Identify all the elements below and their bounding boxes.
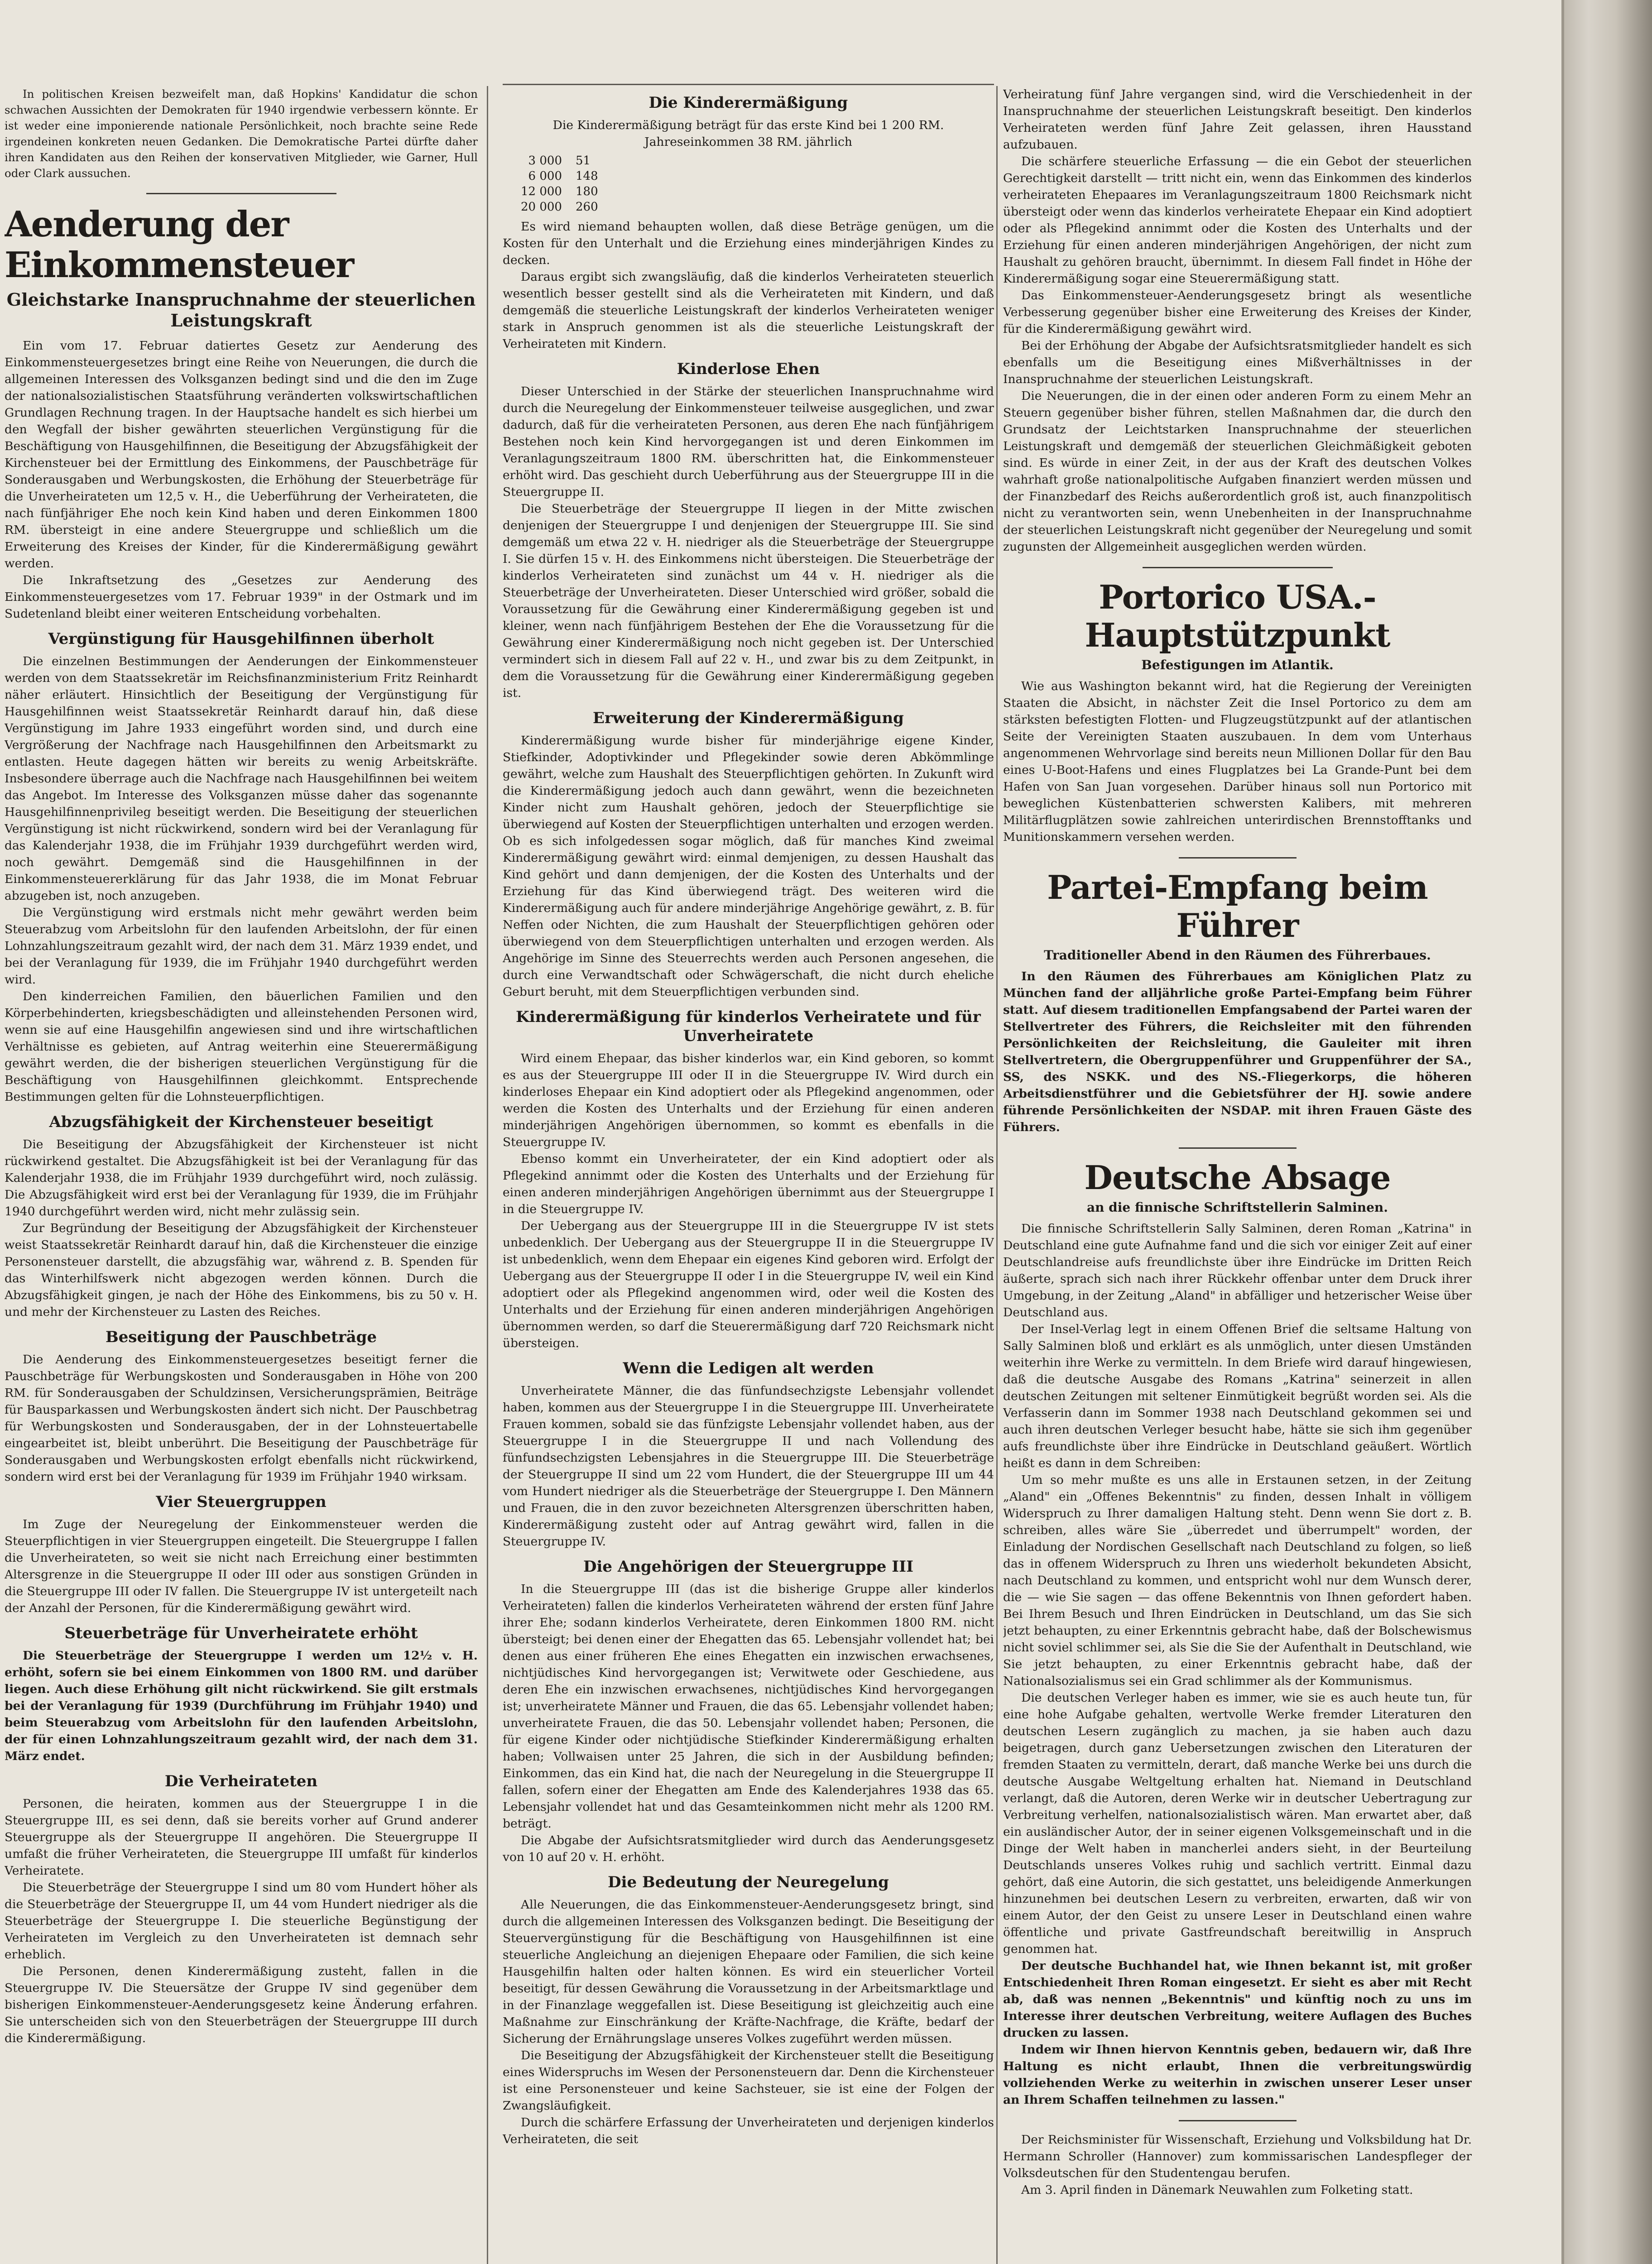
article-paragraph: In die Steuergruppe III (das ist die bisherige Gruppe aller kinderlos Verheirateten) fallen die kinderlos Verheirateten während der ersten fünf Jahre ihrer Ehe; sodann kinderlos Verheiratete, deren Einkommen 1800 RM. nicht übersteigt; bei denen einer der Ehegatten das 65. Lebensjahr vollendet hat; bei denen aus einer früheren Ehe eines Ehegatten ein inzwischen erwachsenes, nichtjüdisches Kind hervorgegangen ist; Verwitwete oder Geschiedene, aus deren Ehe ein inzwischen erwachsenes, nichtjüdisches Kind hervorgegangen ist; unverheiratete Männer und Frauen, die das 65. Lebensjahr vollendet haben; unverheiratete Frauen, die das 50. Lebensjahr vollendet haben; Personen, die für eigene Kinder oder nichtjüdische Stiefkinder Kinderermäßigung erhalten haben; Vollwaisen unter 25 Jahren, die sich in der Ausbildung befinden; Einkommen, das ein Kind hat, die nach der Neuregelung in die Steuergruppe II fallen, sofern einer der Ehegatten am Ende des Kalenderjahres 1938 das 65. Lebensjahr vollendet hat und das Gesamteinkommen nicht mehr als 1200 RM. beträgt.: [503, 1582, 994, 1831]
table-cell-amount: 51: [575, 154, 591, 168]
subheadline-portorico: Befestigungen im Atlantik.: [1141, 657, 1334, 672]
table-row: [521, 168, 607, 184]
table-row: [521, 199, 607, 215]
article-paragraph: Die Neuerungen, die in der einen oder anderen Form zu einem Mehr an Steuern gegenüber bisher führen, stellen Maßnahmen dar, die durch den Grundsatz der Leichtstarken Inanspruchnahme der steuerlichen Leistungskraft und demgemäß der steuerlichen Gleichmäßigkeit geboten sind. Es würde in einer Zeit, in der aus der Kraft des deutschen Volkes wahrhaft große nationalpolitische Aufgaben finanziert werden müssen und der Finanzbedarf des Reichs außerordentlich groß ist, auch finanzpolitisch nicht zu verantworten sein, wenn Unebenheiten in der Inanspruchnahme der steuerlichen Leistungskraft nicht gegenüber der Neuregelung und somit zugunsten der Allgemeinheit ausgeglichen werden würden.: [1003, 389, 1472, 554]
separator: [1143, 567, 1333, 568]
article-paragraph: Das Einkommensteuer-Aenderungsgesetz bringt als wesentliche Verbesserung gegenüber bisher eine Erweiterung des Kreises der Kinder, für die Kinderermäßigung gewährt wird.: [1003, 288, 1472, 336]
article-paragraph: Wird einem Ehepaar, das bisher kinderlos war, ein Kind geboren, so kommt es aus der Steuergruppe III oder II in die Steuergruppe IV. Wird durch ein kinderloses Ehepaar ein Kind adoptiert oder als Pflegekind angenommen, oder werden die Kosten des Unterhalts und der Erziehung für einen anderen minderjährigen Angehörigen übernommen, so kommt es ebenfalls in die Steuergruppe IV.: [503, 1051, 994, 1149]
column-divider-right: [996, 86, 998, 2264]
article-paragraph: Der Uebergang aus der Steuergruppe III in die Steuergruppe IV ist stets unbedenklich. Der Uebergang aus der Steuergruppe II in die Steuergruppe IV ist unbedenklich, wenn dem Ehepaar ein eigenes Kind geboren wird. Erfolgt der Uebergang aus der Steuergruppe II oder I in die Steuergruppe IV, weil ein Kind adoptiert oder als Pflegekind angenommen wird, oder weil die Kosten des Unterhalts und der Erziehung für einen anderen minderjährigen Angehörigen übernommen werden, so darf die Steuerermäßigung darf 720 Reichsmark nicht übersteigen.: [503, 1219, 994, 1350]
article-paragraph: Daraus ergibt sich zwangsläufig, daß die kinderlos Verheirateten steuerlich wesentlich besser gestellt sind als die Verheirateten mit Kindern, und daß demgemäß die steuerliche Leistungskraft der kinderlos Verheirateten weniger stark in Anspruch genommen ist als die steuerliche Leistungskraft der Verheirateten mit Kindern.: [503, 270, 994, 351]
section-heading: Kinderlose Ehen: [677, 360, 820, 378]
article-paragraph: In den Räumen des Führerbaues am Königlichen Platz zu München fand der alljährliche große Partei-Empfang beim Führer statt. Auf diesem traditionellen Empfangsabend der Partei waren der Stellvertreter des Führers, die Reichsleiter mit den führenden Persönlichkeiten der Reichsleitung, die Gauleiter mit ihren Stellvertretern, die Obergruppenführer und Gruppenführer der SA., SS, des NSKK. und des NS.-Fliegerkorps, die höheren Arbeitsdienstführer und die Gebietsführer der HJ. sowie andere führende Persönlichkeiten der NSDAP. mit ihren Frauen Gäste des Führers.: [1003, 969, 1472, 1134]
column-middle: [503, 86, 994, 2264]
table-row: [521, 184, 607, 199]
table-cell-income: 20 000: [521, 200, 562, 214]
article-paragraph: Die Personen, denen Kinderermäßigung zusteht, fallen in die Steuergruppe IV. Die Steuersätze der Gruppe IV sind gegenüber dem bisherigen Einkommensteuer-Aenderungsgesetz keine Änderung erfahren. Sie unterscheiden sich von den Steuerbeträgen der Steuergruppe III durch die Kinderermäßigung.: [5, 1964, 478, 2045]
section-heading: Erweiterung der Kinderermäßigung: [593, 709, 904, 727]
column-divider-left: [487, 86, 488, 2264]
article-paragraph: Ein vom 17. Februar datiertes Gesetz zur Aenderung des Einkommensteuergesetzes bringt eine Reihe von Neuerungen, die durch die allgemeinen Interessen des Volksganzen bedingt sind und die den im Zuge der nationalsozialistischen Staatsführung veränderten volkswirtschaftlichen Grundlagen Rechnung tragen. In der Hauptsache handelt es sich hierbei um den Wegfall der bisher gewährten steuerlichen Vergünstigung für die Beschäftigung von Hausgehilfinnen, die Beseitigung der Abzugsfähigkeit der Kirchensteuer bei der Ermittlung des Einkommens, der Pauschbeträge für Sonderausgaben und Werbungskosten, die Erhöhung der Steuerbeträge für die Unverheirateten um 12,5 v. H., die Ueberführung der Verheirateten, die nach fünfjähriger Ehe noch kein Kind haben und deren Einkommen 1800 RM. übersteigt in eine andere Steuergruppe und schließlich um die Erweiterung des Kreises der Kinder, für die Kinderermäßigung gewährt werden.: [5, 339, 478, 571]
article-paragraph: Dieser Unterschied in der Stärke der steuerlichen Inanspruchnahme wird durch die Neuregelung der Einkommensteuer teilweise ausgeglichen, und zwar dadurch, daß für die verheirateten Personen, aus deren Ehe nach fünfjährigem Bestehen noch kein Kind hervorgegangen ist und deren Einkommen im Veranlagungszeitraum 1800 RM. überschritten hat, die Einkommensteuer erhöht wird. Das geschieht durch Ueberführung aus der Steuergruppe III in die Steuergruppe II.: [503, 384, 994, 499]
headline-deutsche-absage: Deutsche Absage: [1084, 1158, 1391, 1197]
section-heading: Beseitigung der Pauschbeträge: [105, 1328, 377, 1346]
subheadline-leistungskraft: Gleichstarke Inanspruchnahme der steuerlichen Leistungskraft: [6, 289, 476, 331]
section-heading: Kinderermäßigung für kinderlos Verheiratete und für Unverheiratete: [516, 1008, 981, 1045]
article-paragraph: Die Beseitigung der Abzugsfähigkeit der Kirchensteuer ist nicht rückwirkend gestaltet. Die Abzugsfähigkeit ist bei der Veranlagung für das Kalenderjahr 1938, die im Frühjahr 1939 durchgeführt wird, noch zulässig. Die Abzugsfähigkeit wird erst bei der Veranlagung für 1939, die im Frühjahr 1940 durchgeführt werden wird, nicht mehr zulässig sein.: [5, 1137, 478, 1218]
section-heading: Steuerbeträge für Unverheiratete erhöht: [64, 1624, 418, 1642]
article-paragraph: Der Insel-Verlag legt in einem Offenen Brief die seltsame Haltung von Sally Salminen bloß und erklärt es als unmöglich, unter diesen Umständen weiterhin ihre Werke zu vermitteln. In dem Briefe wird darauf hingewiesen, daß die deutsche Ausgabe des Romans „Katrina" seinerzeit in allen deutschen Zeitungen mit seltener Einmütigkeit begrüßt worden sei. Als die Verfasserin dann im Sommer 1938 nach Deutschland gekommen sei und auch ihren deutschen Verleger besucht habe, hätte sie sich ihm gegenüber aufs freundlichste über ihre Eindrücke in Deutschland geäußert. Wörtlich heißt es dann in dem Schreiben:: [1003, 1322, 1472, 1470]
article-paragraph: Die finnische Schriftstellerin Sally Salminen, deren Roman „Katrina" in Deutschland eine gute Aufnahme fand und die sich vor einiger Zeit auf einer Deutschlandreise aufs freundlichste über ihre Eindrücke im Dritten Reich äußerte, sprach sich nach ihrer Rückkehr offenbar unter dem Druck ihrer Umgebung, in der Zeitung „Aland" in abfälliger und hetzerischer Weise über Deutschland aus.: [1003, 1222, 1472, 1319]
headline-einkommensteuer: Aenderung der Einkommensteuer: [5, 204, 354, 286]
article-paragraph: Die Steuerbeträge der Steuergruppe I sind um 80 vom Hundert höher als die Steuerbeträge der Steuergruppe II, um 44 vom Hundert niedriger als die Steuerbeträge der Steuergruppe I. Die steuerliche Begünstigung der Verheirateten im Vergleich zu den Unverheirateten ist demnach sehr erheblich.: [5, 1880, 478, 1962]
section-heading: Die Kinderermäßigung: [648, 94, 848, 112]
section-heading: Abzugsfähigkeit der Kirchensteuer beseitigt: [49, 1113, 433, 1131]
article-paragraph: Verheiratung fünf Jahre vergangen sind, wird die Verschiedenheit in der Inanspruchnahme der steuerlichen Leistungskraft beseitigt. Den kinderlos Verheirateten werden fünf Jahre Zeit gelassen, ihren Hausstand aufzubauen.: [1003, 87, 1472, 152]
article-paragraph: Personen, die heiraten, kommen aus der Steuergruppe I in die Steuergruppe III, es sei denn, daß sie bereits vorher auf Grund anderer Steuergruppe als der Steuergruppe II angehören. Die Steuergruppe II umfaßt die früher Verheirateten, die Steuergruppe III umfaßt für kinderlos Verheiratete.: [5, 1797, 478, 1878]
table-cell-amount: 148: [575, 169, 598, 183]
article-paragraph: Kinderermäßigung wurde bisher für minderjährige eigene Kinder, Stiefkinder, Adoptivkinder und Pflegekinder sowie deren Abkömmlinge gewährt, welche zum Haushalt des Steuerpflichtigen gehörten. In Zukunft wird die Kinderermäßigung jedoch auch dann gewährt, wenn die bezeichneten Kinder nicht zum Haushalt gehören, jedoch der Steuerpflichtige sie überwiegend auf Kosten der Steuerpflichtigen unterhalten und erzogen werden. Ob es sich infolgedessen sogar möglich, daß für manches Kind zweimal Kinderermäßigung gewährt wird: einmal demjenigen, zu dessen Haushalt das Kind gehört und dann demjenigen, der die Kosten des Unterhalts und der Erziehung für das Kind überwiegend trägt. Des weiteren wird die Kinderermäßigung auch für andere minderjährige Angehörige gewährt, z. B. für Neffen oder Nichten, die zum Haushalt der Steuerpflichtigen gehören oder überwiegend von dem Steuerpflichtigen unterhalten und erzogen werden. Als Angehörige im Sinne des Steuerrechts werden auch Personen angesehen, die durch eine Verwandtschaft oder Schwägerschaft, die nicht durch eheliche Geburt beruht, mit dem Steuerpflichtigen verbunden sind.: [503, 734, 994, 999]
separator: [1179, 1147, 1297, 1149]
separator: [146, 193, 336, 194]
kinderermaessigung-table: [521, 153, 607, 215]
article-paragraph: Bei der Erhöhung der Abgabe der Aufsichtsratsmitglieder handelt es sich ebenfalls um die Beseitigung eines Mißverhältnisses in der Inanspruchnahme der steuerlichen Leistungskraft.: [1003, 339, 1472, 386]
section-heading: Vier Steuergruppen: [156, 1493, 327, 1511]
article-paragraph: Den kinderreichen Familien, den bäuerlichen Familien und den Körperbehinderten, kriegsbeschädigten und alleinstehenden Personen wird, wenn sie auf eine Hausgehilfin angewiesen sind und ihre wirtschaftlichen Verhältnisse es gebieten, auf Antrag weiterhin eine Steuerermäßigung gewährt werden, die der bisherigen steuerlichen Vergünstigung für die Beschäftigung von Hausgehilfinnen gleichkommt. Entsprechende Bestimmungen gelten für die Lohnsteuerpflichtigen.: [5, 989, 478, 1104]
article-paragraph: Alle Neuerungen, die das Einkommensteuer-Aenderungsgesetz bringt, sind durch die allgemeinen Interessen des Volksganzen bedingt. Die Beseitigung der Steuervergünstigung für die Beschäftigung von Hausgehilfinnen ist eine steuerliche Angleichung an diejenigen Ehepaare oder Familien, die sich keine Hausgehilfin halten oder halten können. Es wird ein steuerlicher Vorteil beseitigt, für dessen Gewährung die Voraussetzung in der Arbeitsmarktlage und in der Finanzlage weggefallen ist. Diese Beseitigung ist gleichzeitig auch eine Maßnahme zur Einschränkung der Kräfte-Nachfrage, die Kräfte, bedarf der Sicherung der Ernährungslage unseres Volkes zugeführt werden müssen.: [503, 1898, 994, 2046]
separator: [1179, 857, 1297, 859]
article-paragraph: Unverheiratete Männer, die das fünfundsechzigste Lebensjahr vollendet haben, kommen aus der Steuergruppe I in die Steuergruppe III. Unverheiratete Frauen kommen, sobald sie das fünfzigste Lebensjahr vollendet haben, aus der Steuergruppe I in die Steuergruppe II und nach Vollendung des fünfundsechzigsten Lebensjahres in die Steuergruppe III. Die Steuerbeträge der Steuergruppe II sind um 22 vom Hundert, die der Steuergruppe III um 44 vom Hundert niedriger als die Steuerbeträge der Steuergruppe I. Den Männern und Frauen, die in den zuvor bezeichneten Altersgrenzen überschritten haben, Kinderermäßigung zusteht oder auf Antrag gewährt wird, fallen in die Steuergruppe IV.: [503, 1384, 994, 1549]
article-paragraph: Die Aenderung des Einkommensteuergesetzes beseitigt ferner die Pauschbeträge für Werbungskosten und Sonderausgaben in Höhe von 200 RM. für Sonderausgaben der Schuldzinsen, Versicherungsprämien, Beiträge für Bausparkassen und Werbungskosten ändert sich nicht. Der Pauschbetrag für Werbungskosten und Sonderausgaben, der in der Lohnsteuertabelle eingearbeitet ist, bleibt unberührt. Die Beseitigung der Pauschbeträge für Sonderausgaben und Werbungskosten erfolgt ebenfalls nicht rückwirkend, sondern wird erst bei der Veranlagung für 1939 im Frühjahr 1940 wirksam.: [5, 1353, 478, 1484]
table-cell-income: 12 000: [521, 185, 562, 198]
article-paragraph: Die schärfere steuerliche Erfassung — die ein Gebot der steuerlichen Gerechtigkeit darstellt — tritt nicht ein, wenn das Einkommen des kinderlos verheirateten Ehepaares im Veranlagungszeitraum 1800 Reichsmark nicht übersteigt oder wenn das kinderlos verheiratete Ehepaar ein Kind adoptiert oder als Pflegekind annimmt oder die Kosten des Unterhalts und der Erziehung für einen anderen minderjährigen Angehörigen, der nicht zum Haushalt zu gehören braucht, übernimmt. In diesem Fall findet in Höhe der Kinderermäßigung sogar eine Steuerermäßigung statt.: [1003, 154, 1472, 286]
headline-portorico: Portorico USA.-Hauptstützpunkt: [1085, 578, 1390, 654]
page-edge-shadow: [1561, 0, 1564, 2264]
article-paragraph: Im Zuge der Neuregelung der Einkommensteuer werden die Steuerpflichtigen in vier Steuergruppen eingeteilt. Die Steuergruppe I fallen die Unverheirateten, so weit sie nicht nach Erreichung einer bestimmten Altersgrenze in die Steuergruppe II oder III oder aus sonstigen Gründen in die Steuergruppe III oder IV fallen. Die Steuergruppe IV ist untergeteilt nach der Anzahl der Personen, für die Kinderermäßigung gewährt wird.: [5, 1517, 478, 1615]
separator: [1179, 2120, 1297, 2121]
column-left: [5, 86, 478, 2264]
subheadline-partei-empfang: Traditioneller Abend in den Räumen des Führerbaues.: [1044, 948, 1431, 963]
article-paragraph: Ebenso kommt ein Unverheirateter, der ein Kind adoptiert oder als Pflegekind annimmt oder die Kosten des Unterhalts und der Erziehung für einen anderen minderjährigen Angehörigen übernimmt aus der Steuergruppe I in die Steuergruppe IV.: [503, 1152, 994, 1216]
article-paragraph: Durch die schärfere Erfassung der Unverheirateten und derjenigen kinderlos Verheirateten, die seit: [503, 2115, 994, 2146]
article-paragraph: Die Beseitigung der Abzugsfähigkeit der Kirchensteuer stellt die Beseitigung eines Widerspruchs im Wesen der Personensteuern dar. Denn die Kirchensteuer ist eine Personensteuer und keine Sachsteuer, sie ist eine der Folgen der Zwangsläufigkeit.: [503, 2048, 994, 2113]
notice-paragraph: Am 3. April finden in Dänemark Neuwahlen zum Folketing statt.: [1021, 2183, 1413, 2197]
article-paragraph: Die Steuerbeträge der Steuergruppe I werden um 12½ v. H. erhöht, sofern sie bei einem Einkommen von 1800 RM. und darüber liegen. Auch diese Erhöhung gilt nicht rückwirkend. Sie gilt erstmals bei der Veranlagung für 1939 (Durchführung im Frühjahr 1940) und beim Steuerabzug vom Arbeitslohn für den laufenden Arbeitslohn, der für einen Lohnzahlungszeitraum gezahlt wird, der nach dem 31. März endet.: [5, 1649, 478, 1763]
article-paragraph: Die Abgabe der Aufsichtsratsmitglieder wird durch das Aenderungsgesetz von 10 auf 20 v. H. erhöht.: [503, 1833, 994, 1864]
column-top-rule: [503, 84, 994, 85]
table-cell-amount: 260: [575, 200, 598, 214]
section-heading: Vergünstigung für Hausgehilfinnen überholt: [48, 630, 434, 648]
headline-partei-empfang: Partei-Empfang beim Führer: [1047, 868, 1428, 945]
article-paragraph: Es wird niemand behaupten wollen, daß diese Beträge genügen, um die Kosten für den Unterhalt und die Erziehung eines minderjährigen Kindes zu decken.: [503, 220, 994, 267]
section-heading: Die Angehörigen der Steuergruppe III: [583, 1558, 913, 1576]
hopkins-snippet: In politischen Kreisen bezweifelt man, daß Hopkins' Kandidatur die schon schwachen Aussichten der Demokraten für 1940 irgendwie verbessern könnte. Er ist weder eine imponierende nationale Persönlichkeit, noch brachte seine Rede irgendeinen konkreten neuen Gedanken. Die Demokratische Partei dürfte daher ihren Kandidaten aus den Reihen der konservativen Mitglieder, wie Garner, Hull oder Clark aussuchen.: [5, 87, 478, 180]
table-cell-amount: 180: [575, 185, 598, 198]
table-cell-income: 3 000: [528, 154, 562, 168]
column-right: [1003, 86, 1472, 2264]
section-heading: Wenn die Ledigen alt werden: [623, 1359, 874, 1377]
table-row: [521, 153, 607, 168]
subheadline-deutsche-absage: an die finnische Schriftstellerin Salminen.: [1086, 1200, 1388, 1215]
book-binding-edge: [1561, 0, 1652, 2264]
table-caption: Die Kinderermäßigung beträgt für das erste Kind bei 1 200 RM. Jahreseinkommen 38 RM. jährlich: [552, 118, 944, 149]
table-cell-income: 6 000: [528, 169, 562, 183]
notice-paragraph: Der Reichsminister für Wissenschaft, Erziehung und Volksbildung hat Dr. Hermann Schroller (Hannover) zum kommissarischen Landespfleger der Volksdeutschen für den Studentengau berufen.: [1003, 2133, 1472, 2180]
article-paragraph: Um so mehr mußte es uns alle in Erstaunen setzen, in der Zeitung „Aland" ein „Offenes Bekenntnis" zu finden, dessen Inhalt in völligem Widerspruch zu Ihrer damaligen Haltung steht. Denn wenn Sie dort z. B. schreiben, alles wäre Sie „überredet und überrumpelt" worden, der Einladung der Nordischen Gesellschaft nach Deutschland zu folgen, so ließ das in offenem Widerspruch zu Ihren uns wiederholt bekundeten Absicht, nach Deutschland zu kommen, und entspricht wohl nur dem Wunsch derer, die — wie Sie sagen — das offene Bekenntnis von Ihnen gefordert haben. Bei Ihrem Besuch und Ihren Eindrücken in Deutschland, um das Sie sich jetzt behaupten, zu einer Erkenntnis gebracht habe, daß der Bolschewismus nicht soviel schlimmer sei, als Sie die Sie der Aufenthalt in Deutschland, wie Sie jetzt behaupten, zu einer Erkenntnis gebracht habe, daß der Nationalsozialismus sei ein Grad schlimmer als der Kommunismus.: [1003, 1473, 1472, 1688]
article-paragraph: Die Steuerbeträge der Steuergruppe II liegen in der Mitte zwischen denjenigen der Steuergruppe I und denjenigen der Steuergruppe III. Sie sind demgemäß um etwa 22 v. H. niedriger als die Steuerbeträge der Steuergruppe I. Sie dürfen 15 v. H. des Einkommens nicht übersteigen. Die Steuerbeträge der kinderlos Verheirateten sind zunächst um 44 v. H. niedriger als die Steuerbeträge der Unverheirateten. Dieser Unterschied wird größer, sobald die Voraussetzung für die Gewährung einer Kinderermäßigung gegeben ist und kleiner, wenn nach fünfjährigem Bestehen der Ehe die Voraussetzung für die Gewährung einer Kinderermäßigung noch nicht gegeben ist. Der Unterschied vermindert sich in diesem Fall auf 22 v. H., und zwar bis zu dem Zeitpunkt, in dem die Voraussetzung für die Gewährung einer Kinderermäßigung gegeben ist.: [503, 502, 994, 700]
article-paragraph: Die einzelnen Bestimmungen der Aenderungen der Einkommensteuer werden von dem Staatssekretär im Reichsfinanzministerium Fritz Reinhardt näher erläutert. Hinsichtlich der Beseitigung der Vergünstigung für Hausgehilfinnen weist Staatssekretär Reinhardt darauf hin, daß diese Vergünstigung im Jahre 1933 eingeführt worden sind, und durch eine Vergrößerung der Nachfrage nach Hausgehilfinnen den Arbeitsmarkt zu entlasten. Heute dagegen hätten wir bereits zu wenig Arbeitskräfte. Insbesondere überrage auch die Nachfrage nach Hausgehilfinnen bei weitem das Angebot. Im Interesse des Volksganzen müsse daher das sogenannte Hausgehilfinnenprivileg beseitigt werden. Die Beseitigung der steuerlichen Vergünstigung ist nicht rückwirkend, sondern wird bei der Veranlagung für das Kalenderjahr 1938, die im Frühjahr 1939 durchgeführt werden wird, noch gewährt. Demgemäß sind die Hausgehilfinnen in der Einkommensteuererklärung für das Jahr 1938, die im Monat Februar abzugeben ist, noch anzugeben.: [5, 654, 478, 903]
article-paragraph: Der deutsche Buchhandel hat, wie Ihnen bekannt ist, mit großer Entschiedenheit Ihren Roman eingesetzt. Er sieht es aber mit Recht ab, daß was nennen „Bekenntnis" und künftig noch zu uns im Interesse ihrer deutschen Verbreitung, weitere Auflagen des Buches drucken zu lassen.: [1003, 1959, 1472, 2040]
article-paragraph: Wie aus Washington bekannt wird, hat die Regierung der Vereinigten Staaten die Absicht, in nächster Zeit die Insel Portorico zu dem am stärksten befestigten Flotten- und Flugzeugstützpunkt auf der atlantischen Seite der Vereinigten Staaten auszubauen. In dem vom Unterhaus angenommenen Wehrvorlage sind bereits neun Millionen Dollar für den Bau eines U-Boot-Hafens und eines Flugplatzes bei La Grande-Punt bei dem Hafen von San Juan vorgesehen. Darüber hinaus soll nun Portorico mit beweglichen Küstenbatterien schwersten Kalibers, mit mehreren Militärflugplätzen sowie zahlreichen unterirdischen Brennstofftanks und Munitionskammern versehen werden.: [1003, 679, 1472, 844]
article-paragraph: Die Vergünstigung wird erstmals nicht mehr gewährt werden beim Steuerabzug vom Arbeitslohn für den laufenden Arbeitslohn, der für einen Lohnzahlungszeitraum gezahlt wird, der nach dem 31. März 1939 endet, und bei der Veranlagung für 1939, die im Frühjahr 1940 durchgeführt werden wird.: [5, 906, 478, 987]
section-heading: Die Verheirateten: [164, 1772, 318, 1790]
section-heading: Die Bedeutung der Neuregelung: [608, 1873, 889, 1891]
article-paragraph: Indem wir Ihnen hiervon Kenntnis geben, bedauern wir, daß Ihre Haltung es nicht erlaubt, Ihnen die verbreitungswürdig vollziehenden Werke zu weiterhin in zwischen unserer Leser unser an Ihrem Schaffen teilnehmen zu lassen.": [1003, 2043, 1472, 2107]
article-paragraph: Zur Begründung der Beseitigung der Abzugsfähigkeit der Kirchensteuer weist Staatssekretär Reinhardt darauf hin, daß die Kirchensteuer die einzige Personensteuer darstellt, die abzugsfähig war, während z. B. Spenden für das Winterhilfswerk nicht abgezogen werden können. Durch die Abzugsfähigkeit gingen, je nach der Höhe des Einkommens, bis zu 50 v. H. und mehr der Kirchensteuer zu Lasten des Reiches.: [5, 1221, 478, 1319]
article-paragraph: Die deutschen Verleger haben es immer, wie sie es auch heute tun, für eine hohe Aufgabe gehalten, wertvolle Werke fremder Literaturen den deutschen Lesern zugänglich zu machen, ja sie haben auch dazu beigetragen, durch ganz Uebersetzungen zwischen den Literaturen der fremden Staaten zu vermitteln, derart, daß manche Werke bei uns durch die deutsche Ausgabe Weltgeltung erhalten hat. Niemand in Deutschland verlangt, daß die Autoren, deren Werke wir in deutscher Uebertragung zur Verbreitung verhelfen, nationalsozialistisch wären. Man erwartet aber, daß ein ausländischer Autor, der in seiner eigenen Volksgemeinschaft und in die Dinge der Welt haben in mancherlei anders sieht, in der Beurteilung Deutschlands unseres Volkes ruhig und sachlich vertritt. Einmal dazu gehört, daß eine Autorin, die sich gestattet, uns beleidigende Anmerkungen hinzunehmen bei deutschen Lesern zu verbreiten, erwarten, daß wir von einem Autor, der den Geist zu unsere Leser in Deutschland einen wahre öffentliche und private Gastfreundschaft bereitwillig in Anspruch genommen hat.: [1003, 1691, 1472, 1956]
article-paragraph: Die Inkraftsetzung des „Gesetzes zur Aenderung des Einkommensteuergesetzes vom 17. Februar 1939" in der Ostmark und im Sudetenland bleibt einer weiteren Entscheidung vorbehalten.: [5, 573, 478, 621]
